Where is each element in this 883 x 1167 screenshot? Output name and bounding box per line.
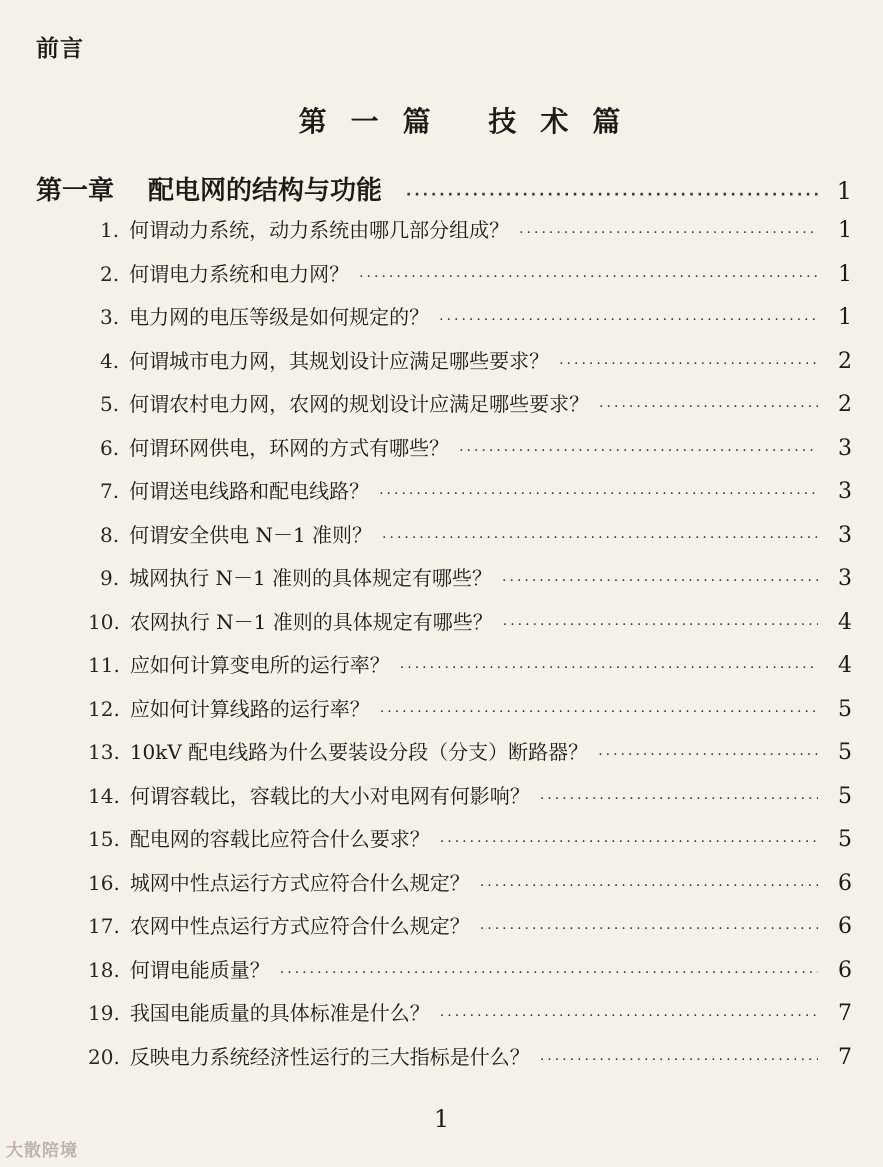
entry-number: 4. xyxy=(100,348,120,373)
dot-leader xyxy=(502,573,818,589)
entry-page-number: 2 xyxy=(838,348,852,374)
entry-page-number: 6 xyxy=(838,914,852,939)
toc-entry xyxy=(88,954,852,992)
entry-title: 何谓动力系统，动力系统由哪几部分组成？ xyxy=(129,218,510,242)
entry-page-number: 3 xyxy=(838,566,852,591)
toc-entry xyxy=(100,519,852,557)
entry-title: 何谓安全供电 N－1 准则？ xyxy=(129,522,373,547)
entry-number: 20. xyxy=(88,1044,120,1069)
entry-title: 应如何计算线路的运行率？ xyxy=(129,696,370,721)
toc-entry xyxy=(100,432,852,470)
entry-page-number: 1 xyxy=(838,261,852,287)
entry-title: 何谓城市电力网，其规划设计应满足哪些要求？ xyxy=(129,348,550,373)
dot-leader xyxy=(280,965,818,981)
entry-title: 何谓环网供电，环网的方式有哪些？ xyxy=(129,435,450,460)
entry-title: 我国电能质量的具体标准是什么？ xyxy=(129,1001,430,1025)
toc-entry xyxy=(88,910,852,948)
entry-page-number: 5 xyxy=(838,827,852,852)
preface-heading: 前言 xyxy=(36,36,84,62)
dot-leader xyxy=(440,834,818,850)
dot-leader xyxy=(406,187,818,203)
toc-entry xyxy=(88,997,852,1035)
toc-entry xyxy=(100,301,852,339)
entry-title: 何谓电能质量？ xyxy=(129,957,270,982)
dot-leader xyxy=(598,747,818,763)
entry-title: 农网中性点运行方式应符合什么规定？ xyxy=(129,914,470,938)
entry-page-number: 6 xyxy=(838,870,852,896)
entry-title: 农网执行 N－1 准则的具体规定有哪些？ xyxy=(129,609,493,634)
entry-title: 反映电力系统经济性运行的三大指标是什么？ xyxy=(129,1044,530,1069)
entry-number: 2. xyxy=(100,261,120,286)
entry-page-number: 5 xyxy=(838,740,852,765)
chapter-row xyxy=(36,170,852,208)
dot-leader xyxy=(382,530,818,546)
entry-page-number: 3 xyxy=(838,435,852,461)
toc-entry xyxy=(100,345,852,383)
entry-number: 13. xyxy=(88,740,120,764)
dot-leader xyxy=(439,312,818,328)
toc-entry xyxy=(88,867,852,905)
entry-number: 18. xyxy=(88,957,120,982)
dot-leader xyxy=(559,356,818,372)
entry-number: 6. xyxy=(100,435,120,460)
entry-number: 15. xyxy=(88,827,120,851)
dot-leader xyxy=(503,617,818,633)
entry-page-number: 2 xyxy=(838,392,852,417)
entry-page-number: 3 xyxy=(838,522,852,548)
toc-entry xyxy=(100,475,852,513)
entry-title: 何谓容载比，容载比的大小对电网有何影响？ xyxy=(129,783,530,808)
entry-number: 14. xyxy=(88,783,120,808)
dot-leader xyxy=(540,1052,818,1068)
toc-entry xyxy=(88,606,852,644)
chapter-title: 配电网的结构与功能 xyxy=(148,176,383,206)
dot-leader xyxy=(440,1008,818,1024)
entry-number: 10. xyxy=(88,609,120,634)
entry-number: 12. xyxy=(88,696,120,721)
entry-title: 配电网的容载比应符合什么要求？ xyxy=(129,827,430,851)
toc-entry xyxy=(88,693,852,731)
entry-title: 何谓送电线路和配电线路？ xyxy=(129,479,370,503)
toc-entry xyxy=(88,649,852,687)
entry-page-number: 4 xyxy=(838,609,852,635)
entry-number: 17. xyxy=(88,914,120,938)
part-title: 第一篇 技术篇 xyxy=(298,105,645,138)
dot-leader xyxy=(359,269,818,285)
entry-title: 10kV 配电线路为什么要装设分段（分支）断路器？ xyxy=(129,740,589,764)
entry-page-number: 1 xyxy=(838,218,852,243)
entry-number: 16. xyxy=(88,870,120,895)
entry-number: 9. xyxy=(100,566,120,590)
chapter-page-number: 1 xyxy=(836,177,852,205)
dot-leader xyxy=(519,225,818,241)
entry-number: 19. xyxy=(88,1001,120,1025)
entry-page-number: 7 xyxy=(838,1044,852,1070)
entry-number: 8. xyxy=(100,522,120,547)
toc-entry xyxy=(100,258,852,296)
watermark-logo: 大散陪境 xyxy=(6,1141,78,1161)
dot-leader xyxy=(480,921,818,937)
entry-page-number: 6 xyxy=(838,957,852,983)
entry-number: 3. xyxy=(100,305,120,329)
entry-number: 7. xyxy=(100,479,120,503)
toc-entry xyxy=(88,823,852,861)
dot-leader xyxy=(379,486,818,502)
entry-title: 城网执行 N－1 准则的具体规定有哪些？ xyxy=(129,566,493,590)
page-number: 1 xyxy=(433,1105,450,1133)
entry-number: 1. xyxy=(100,218,120,242)
entry-page-number: 4 xyxy=(838,653,852,678)
chapter-label: 第一章 xyxy=(36,176,115,206)
dot-leader xyxy=(459,443,818,459)
toc-entry xyxy=(88,780,852,818)
entry-title: 何谓电力系统和电力网？ xyxy=(129,261,350,286)
toc-entry xyxy=(100,562,852,600)
entry-title: 何谓农村电力网，农网的规划设计应满足哪些要求？ xyxy=(129,392,590,416)
toc-entry xyxy=(100,214,852,252)
entry-page-number: 5 xyxy=(838,783,852,809)
entry-page-number: 5 xyxy=(838,696,852,722)
dot-leader xyxy=(480,878,818,894)
dot-leader xyxy=(380,704,818,720)
entry-title: 电力网的电压等级是如何规定的？ xyxy=(129,305,430,329)
entry-page-number: 1 xyxy=(838,305,852,330)
dot-leader xyxy=(400,660,818,676)
entry-title: 应如何计算变电所的运行率？ xyxy=(129,653,390,677)
entry-title: 城网中性点运行方式应符合什么规定？ xyxy=(129,870,470,895)
toc-entry xyxy=(100,388,852,426)
dot-leader xyxy=(540,791,818,807)
entry-page-number: 3 xyxy=(838,479,852,504)
entry-page-number: 7 xyxy=(838,1001,852,1026)
dot-leader xyxy=(599,399,818,415)
toc-entry xyxy=(88,1041,852,1079)
entry-number: 11. xyxy=(88,653,120,677)
entry-number: 5. xyxy=(100,392,120,416)
toc-entry xyxy=(88,736,852,774)
